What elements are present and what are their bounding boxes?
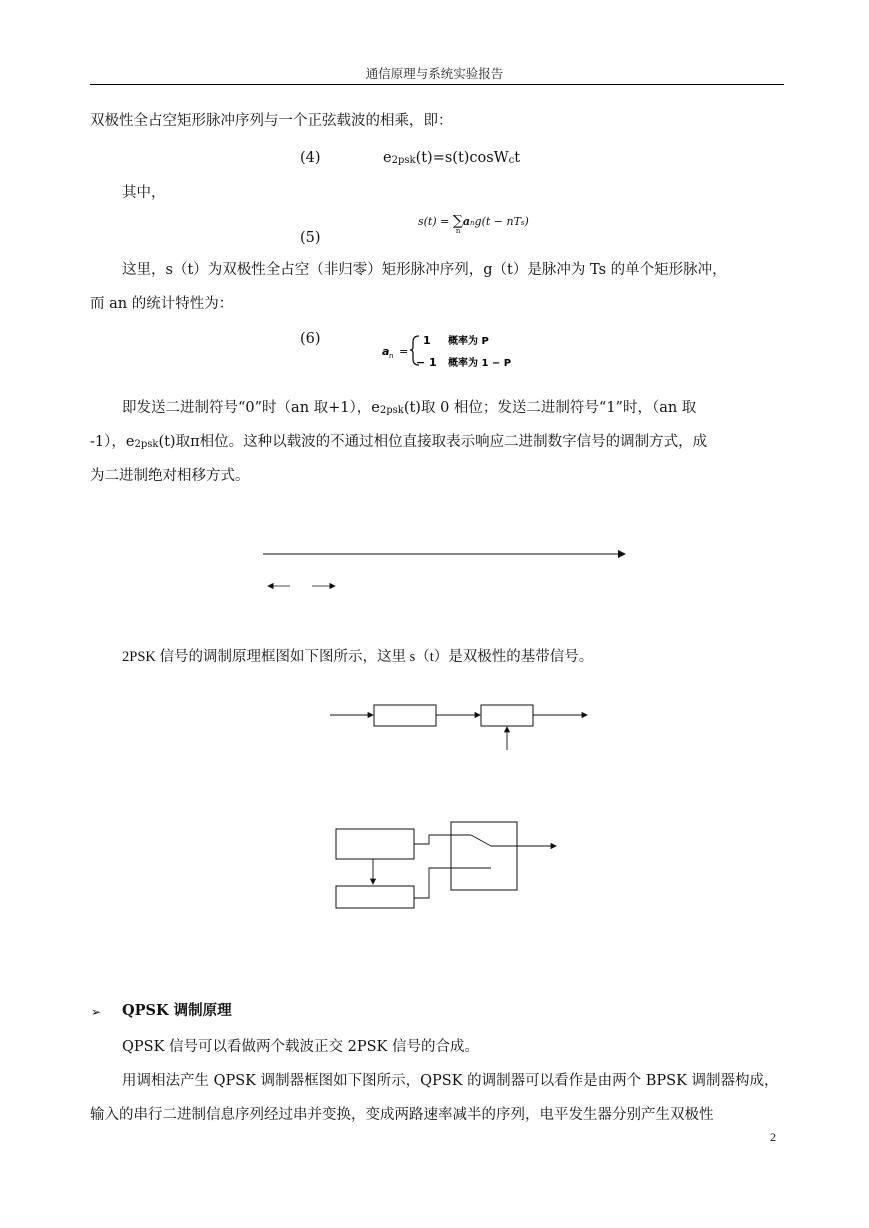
svg-text:概率为 P: 概率为 P bbox=[448, 336, 489, 347]
paragraph-send-line3: 为二进制绝对相移方式。 bbox=[90, 468, 250, 484]
box-multiplier bbox=[481, 705, 533, 726]
diagram-analog-modulation bbox=[325, 680, 605, 796]
box-carrier bbox=[336, 829, 414, 859]
paragraph-block-intro: 2PSK 信号的调制原理框图如下图所示，这里 s（t）是双极性的基带信号。 bbox=[122, 649, 594, 665]
box-code-conversion bbox=[374, 705, 436, 726]
paragraph-intro: 双极性全占空矩形脉冲序列与一个正弦载波的相乘，即： bbox=[90, 113, 453, 129]
equation-5-number: (5) bbox=[300, 230, 321, 246]
paragraph-where: 其中， bbox=[122, 185, 166, 201]
page-number: 2 bbox=[770, 1130, 776, 1144]
svg-text:− 1: − 1 bbox=[416, 356, 437, 369]
svg-text:概率为 1 − P: 概率为 1 − P bbox=[448, 358, 512, 369]
paragraph-here-line2: 而 an 的统计特性为： bbox=[90, 296, 234, 312]
equation-5: s(t) = ∑ n ang(t − nTs) bbox=[418, 213, 529, 235]
paragraph-here-line1: 这里，s（t）为双极性全占空（非归零）矩形脉冲序列，g（t）是脉冲为 Ts 的单个矩形脉冲， bbox=[122, 262, 727, 278]
svg-text:=: = bbox=[399, 345, 409, 358]
box-switch bbox=[451, 822, 517, 890]
paragraph-qpsk-3: 输入的串行二进制信息序列经过串并变换，变成两路速率减半的序列，电平发生器分别产生双极性 bbox=[90, 1107, 714, 1123]
equation-6 bbox=[380, 328, 540, 372]
svg-text:n: n bbox=[389, 352, 394, 360]
bullet-arrow-icon: ➢ bbox=[91, 1005, 102, 1019]
paragraph-qpsk-1: QPSK 信号可以看做两个载波正交 2PSK 信号的合成。 bbox=[122, 1039, 479, 1055]
header-rule bbox=[90, 84, 784, 85]
box-phase-shift bbox=[336, 886, 414, 908]
paragraph-send-line2: -1），e2psk(t)取π相位。这种以载波的不通过相位直接取表示响应二进制数字信号的调制方式，成 bbox=[90, 434, 708, 450]
paragraph-qpsk-2: 用调相法产生 QPSK 调制器框图如下图所示，QPSK 的调制器可以看作是由两个 BPSK 调制器构成， bbox=[122, 1073, 779, 1089]
equation-4: e2psk(t)=s(t)cosWct bbox=[383, 150, 521, 166]
waveform-figure bbox=[255, 508, 635, 604]
svg-text:a: a bbox=[382, 345, 390, 358]
equation-6-number: (6) bbox=[300, 331, 321, 347]
equation-4-number: (4) bbox=[300, 150, 321, 166]
diagram-switching-modulation bbox=[325, 802, 585, 914]
svg-text:1: 1 bbox=[423, 334, 431, 347]
running-header: 通信原理与系统实验报告 bbox=[365, 66, 504, 81]
section-heading-qpsk: QPSK 调制原理 bbox=[122, 1002, 232, 1019]
paragraph-send-line1: 即发送二进制符号“0”时（an 取+1），e2psk(t)取 0 相位；发送二进制符号“1”时，（an 取 bbox=[122, 400, 697, 416]
